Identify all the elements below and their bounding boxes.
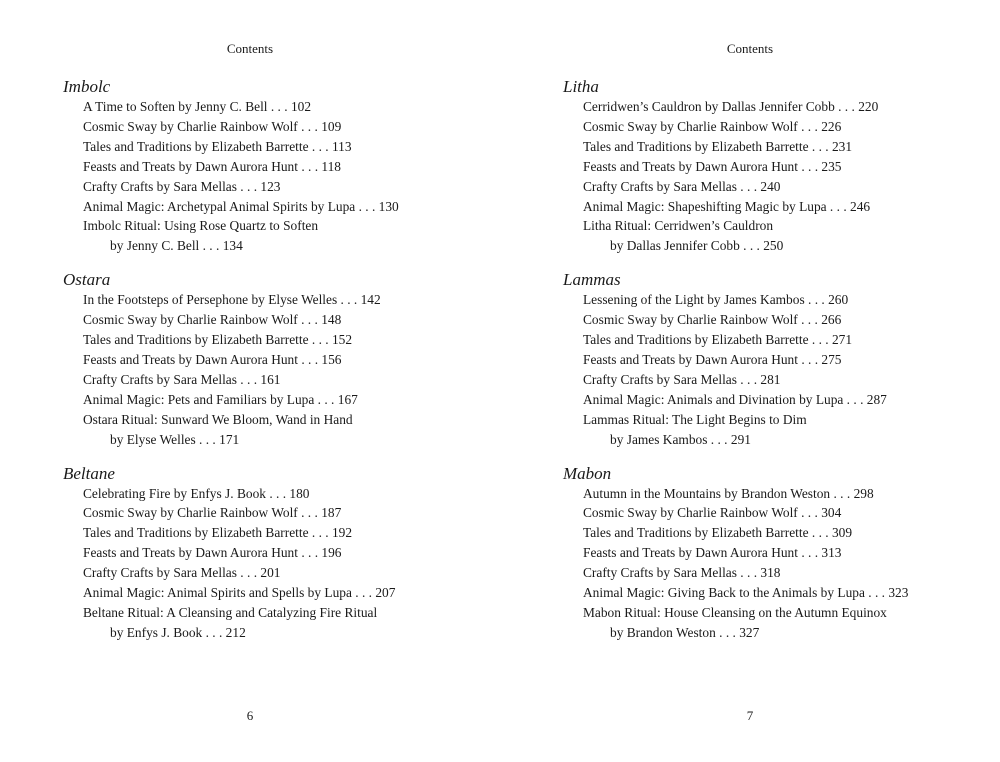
toc-entry[interactable]: Mabon Ritual: House Cleansing on the Autumn Equinox: [583, 604, 887, 620]
toc-entry[interactable]: In the Footsteps of Persephone by Elyse Welles . . . 142: [83, 292, 381, 308]
toc-entry[interactable]: Cosmic Sway by Charlie Rainbow Wolf . . . 226: [583, 118, 842, 134]
toc-entry[interactable]: Crafty Crafts by Sara Mellas . . . 318: [583, 565, 781, 581]
toc-entry[interactable]: Cosmic Sway by Charlie Rainbow Wolf . . . 148: [83, 312, 342, 328]
toc-entry[interactable]: Feasts and Treats by Dawn Aurora Hunt . . . 235: [583, 158, 842, 174]
toc-sections: [63, 76, 483, 656]
toc-entry[interactable]: Ostara Ritual: Sunward We Bloom, Wand in Hand: [83, 411, 353, 427]
section-title: Mabon: [563, 463, 612, 483]
toc-entry-continuation[interactable]: by Enfys J. Book . . . 212: [110, 624, 246, 640]
toc-entry[interactable]: Tales and Traditions by Elizabeth Barrette . . . 152: [83, 332, 353, 348]
toc-entry[interactable]: Animal Magic: Giving Back to the Animals by Lupa . . . 323: [583, 585, 909, 601]
toc-entry[interactable]: Litha Ritual: Cerridwen’s Cauldron: [583, 218, 774, 234]
toc-section-beltane: [63, 463, 483, 643]
toc-entry[interactable]: Crafty Crafts by Sara Mellas . . . 240: [583, 178, 781, 194]
toc-entry[interactable]: Animal Magic: Pets and Familiars by Lupa . . . 167: [83, 391, 358, 407]
toc-entry[interactable]: Tales and Traditions by Elizabeth Barrette . . . 113: [83, 138, 352, 154]
toc-entry-continuation[interactable]: by Brandon Weston . . . 327: [610, 624, 760, 640]
toc-entry[interactable]: Cerridwen’s Cauldron by Dallas Jennifer Cobb . . . 220: [583, 99, 879, 114]
toc-entry[interactable]: Lessening of the Light by James Kambos . . . 260: [583, 292, 849, 308]
right-page: [500, 0, 1000, 762]
toc-entry[interactable]: Cosmic Sway by Charlie Rainbow Wolf . . . 304: [583, 505, 842, 521]
toc-entry-continuation[interactable]: by Dallas Jennifer Cobb . . . 250: [610, 238, 784, 254]
section-title: Ostara: [63, 270, 111, 290]
toc-entry[interactable]: Animal Magic: Animals and Divination by Lupa . . . 287: [583, 391, 887, 407]
toc-entry-continuation[interactable]: by Jenny C. Bell . . . 134: [110, 238, 243, 254]
section-title: Litha: [563, 77, 599, 96]
toc-entry[interactable]: Crafty Crafts by Sara Mellas . . . 281: [583, 371, 781, 387]
toc-section-litha: [563, 76, 983, 256]
toc-entry[interactable]: Crafty Crafts by Sara Mellas . . . 161: [83, 371, 281, 387]
running-head: Contents: [726, 41, 774, 56]
toc-entry[interactable]: Crafty Crafts by Sara Mellas . . . 201: [83, 565, 281, 581]
toc-entry[interactable]: Feasts and Treats by Dawn Aurora Hunt . . . 156: [83, 351, 342, 367]
toc-section-lammas: [563, 269, 983, 449]
toc-entry[interactable]: Feasts and Treats by Dawn Aurora Hunt . . . 196: [83, 545, 342, 561]
toc-entry[interactable]: A Time to Soften by Jenny C. Bell . . . 102: [83, 99, 312, 114]
toc-entry[interactable]: Feasts and Treats by Dawn Aurora Hunt . . . 275: [583, 351, 842, 367]
toc-entry[interactable]: Tales and Traditions by Elizabeth Barrette . . . 271: [583, 332, 853, 348]
section-title: Imbolc: [63, 77, 111, 96]
toc-entry[interactable]: Celebrating Fire by Enfys J. Book . . . 180: [83, 485, 310, 501]
page-number: 7: [746, 708, 754, 723]
toc-section-ostara: [63, 269, 483, 449]
toc-section-imbolc: [63, 76, 483, 256]
toc-entry[interactable]: Tales and Traditions by Elizabeth Barrette . . . 309: [583, 525, 853, 541]
toc-entry[interactable]: Cosmic Sway by Charlie Rainbow Wolf . . . 266: [583, 312, 842, 328]
toc-entry-continuation[interactable]: by James Kambos . . . 291: [610, 431, 751, 447]
section-title: Beltane: [63, 463, 115, 483]
toc-entry[interactable]: Beltane Ritual: A Cleansing and Catalyzing Fire Ritual: [83, 604, 378, 620]
toc-entry[interactable]: Feasts and Treats by Dawn Aurora Hunt . . . 118: [83, 158, 341, 174]
toc-entry[interactable]: Cosmic Sway by Charlie Rainbow Wolf . . . 109: [83, 118, 342, 134]
section-title: Lammas: [563, 270, 621, 290]
toc-entry[interactable]: Feasts and Treats by Dawn Aurora Hunt . . . 313: [583, 545, 842, 561]
running-head: Contents: [226, 41, 274, 56]
toc-entry[interactable]: Crafty Crafts by Sara Mellas . . . 123: [83, 178, 281, 194]
toc-entry[interactable]: Animal Magic: Archetypal Animal Spirits by Lupa . . . 130: [83, 198, 399, 214]
toc-entry[interactable]: Tales and Traditions by Elizabeth Barrette . . . 231: [583, 138, 853, 154]
toc-entry[interactable]: Autumn in the Mountains by Brandon Weston . . . 298: [583, 485, 874, 501]
toc-entry[interactable]: Animal Magic: Animal Spirits and Spells by Lupa . . . 207: [83, 585, 396, 601]
toc-entry[interactable]: Lammas Ritual: The Light Begins to Dim: [583, 411, 807, 427]
toc-entry[interactable]: Cosmic Sway by Charlie Rainbow Wolf . . . 187: [83, 505, 342, 521]
toc-entry[interactable]: Imbolc Ritual: Using Rose Quartz to Soften: [83, 218, 319, 234]
toc-entry[interactable]: Tales and Traditions by Elizabeth Barrette . . . 192: [83, 525, 353, 541]
page-number: 6: [246, 708, 254, 723]
toc-entry[interactable]: Animal Magic: Shapeshifting Magic by Lupa . . . 246: [583, 198, 871, 214]
toc-sections: [563, 76, 983, 656]
toc-entry-continuation[interactable]: by Elyse Welles . . . 171: [110, 431, 240, 447]
toc-section-mabon: [563, 463, 983, 643]
